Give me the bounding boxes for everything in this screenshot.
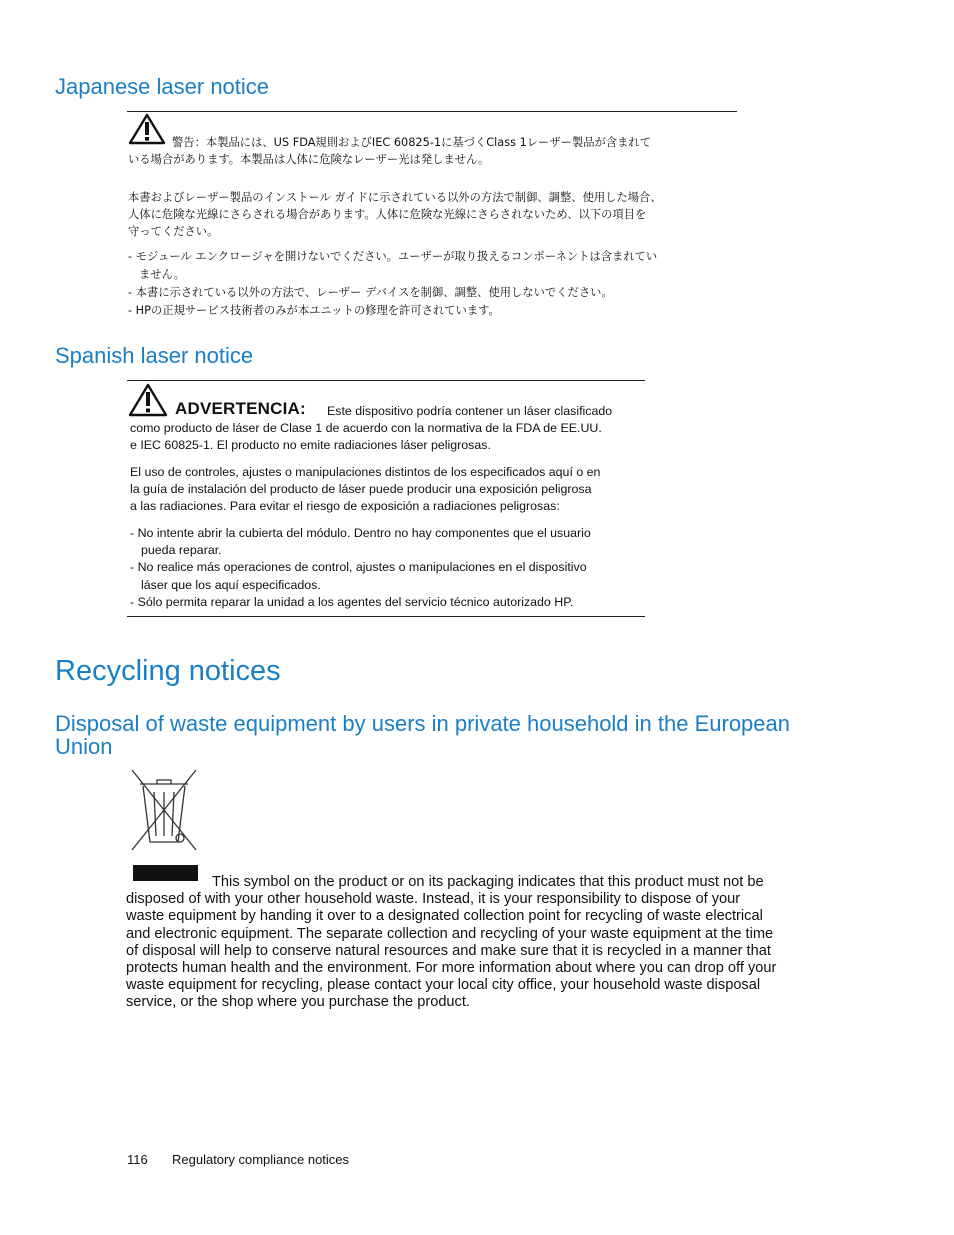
spanish-list	[130, 525, 591, 611]
list-item: - No realice más operaciones de control, ajustes o manipulaciones en el dispositivo	[130, 560, 587, 575]
body-line: disposed of with your other household waste. Instead, it is your responsibility to dispose of your	[126, 891, 741, 908]
list-item-continuation: láser que los aquí especificados.	[141, 577, 321, 592]
japanese-warning-line2: いる場合があります。本製品は人体に危険なレーザー光は発しません。	[128, 153, 490, 166]
body-line: and electronic equipment. The separate collection and recycling of your waste equipment at the time	[126, 925, 774, 942]
spanish-top-rule	[127, 380, 645, 381]
japanese-paragraph	[128, 189, 662, 240]
japanese-warning-line1: 警告：本製品には、US FDA規則およびIEC 60825-1に基づくClass 1レーザー製品が含まれて	[172, 136, 652, 149]
spanish-paragraph-line: a las radiaciones. Para evitar el riesgo de exposición a radiaciones peligrosas:	[130, 499, 560, 514]
list-item-continuation: pueda reparar.	[141, 543, 222, 558]
recycling-body	[126, 874, 826, 1012]
spanish-paragraph-line: la guía de instalación del producto de láser puede producir una exposición peligrosa	[130, 482, 592, 497]
list-item: - 本書に示されている以外の方法で、レーザー デバイスを制御、調整、使用しないでください。	[128, 286, 613, 299]
body-line: service, or the shop where you purchase the product.	[126, 994, 470, 1011]
body-line: waste equipment for recycling, please contact your local city office, your household waste disposal	[126, 977, 761, 994]
spanish-intro-line: e IEC 60825-1. El producto no emite radiaciones láser peligrosas.	[130, 438, 491, 453]
spanish-paragraph	[130, 464, 600, 516]
japanese-list	[128, 248, 657, 320]
body-line: This symbol on the product or on its packaging indicates that this product must not be	[212, 874, 764, 890]
list-item-continuation: ません。	[139, 268, 185, 281]
spanish-warning-line1: Este dispositivo podría contener un láser clasificado	[327, 404, 613, 418]
warning-icon	[128, 383, 168, 417]
footer-section-title: Regulatory compliance notices	[172, 1152, 350, 1167]
japanese-paragraph-line: 本書およびレーザー製品のインストール ガイドに示されている以外の方法で制御、調整、使用した場合、	[128, 191, 662, 204]
waste-disposal-subheading: Disposal of waste equipment by users in private household in the European Union	[55, 711, 791, 759]
body-line: protects human health and the environment. For more information about where you can drop off your	[126, 960, 777, 977]
japanese-top-rule	[127, 111, 737, 112]
crossed-out-wheelie-bin-icon	[130, 768, 200, 852]
advertencia-label: ADVERTENCIA:	[175, 399, 306, 418]
spanish-intro	[130, 420, 602, 454]
spanish-laser-notice-heading: Spanish laser notice	[55, 343, 254, 368]
japanese-paragraph-line: 守ってください。	[128, 225, 219, 238]
spanish-bottom-rule	[127, 616, 645, 617]
warning-icon	[128, 113, 166, 145]
list-item: - HPの正規サービス技術者のみが本ユニットの修理を許可されています。	[128, 304, 500, 317]
page-number: 116	[127, 1152, 148, 1167]
list-item: - Sólo permita reparar la unidad a los agentes del servicio técnico autorizado HP.	[130, 594, 574, 609]
body-line: of disposal will help to conserve natural resources and make sure that it is recycled in a manner that	[126, 942, 771, 959]
spanish-paragraph-line: El uso de controles, ajustes o manipulaciones distintos de los especificados aquí o en	[130, 465, 601, 479]
body-line: waste equipment by handing it over to a designated collection point for recycling of waste electrical	[126, 908, 763, 925]
list-item: - モジュール エンクロージャを開けないでください。ユーザーが取り扱えるコンポーネントは含まれてい	[128, 250, 658, 263]
japanese-paragraph-line: 人体に危険な光線にさらされる場合があります。人体に危険な光線にさらされないため、以下の項目を	[128, 208, 647, 221]
list-item: - No intente abrir la cubierta del módulo. Dentro no hay componentes que el usuario	[130, 526, 591, 540]
spanish-intro-line: como producto de láser de Clase 1 de acuerdo con la normativa de la FDA de EE.UU.	[130, 421, 602, 435]
recycling-notices-heading: Recycling notices	[55, 655, 281, 687]
japanese-laser-notice-heading: Japanese laser notice	[55, 74, 270, 99]
